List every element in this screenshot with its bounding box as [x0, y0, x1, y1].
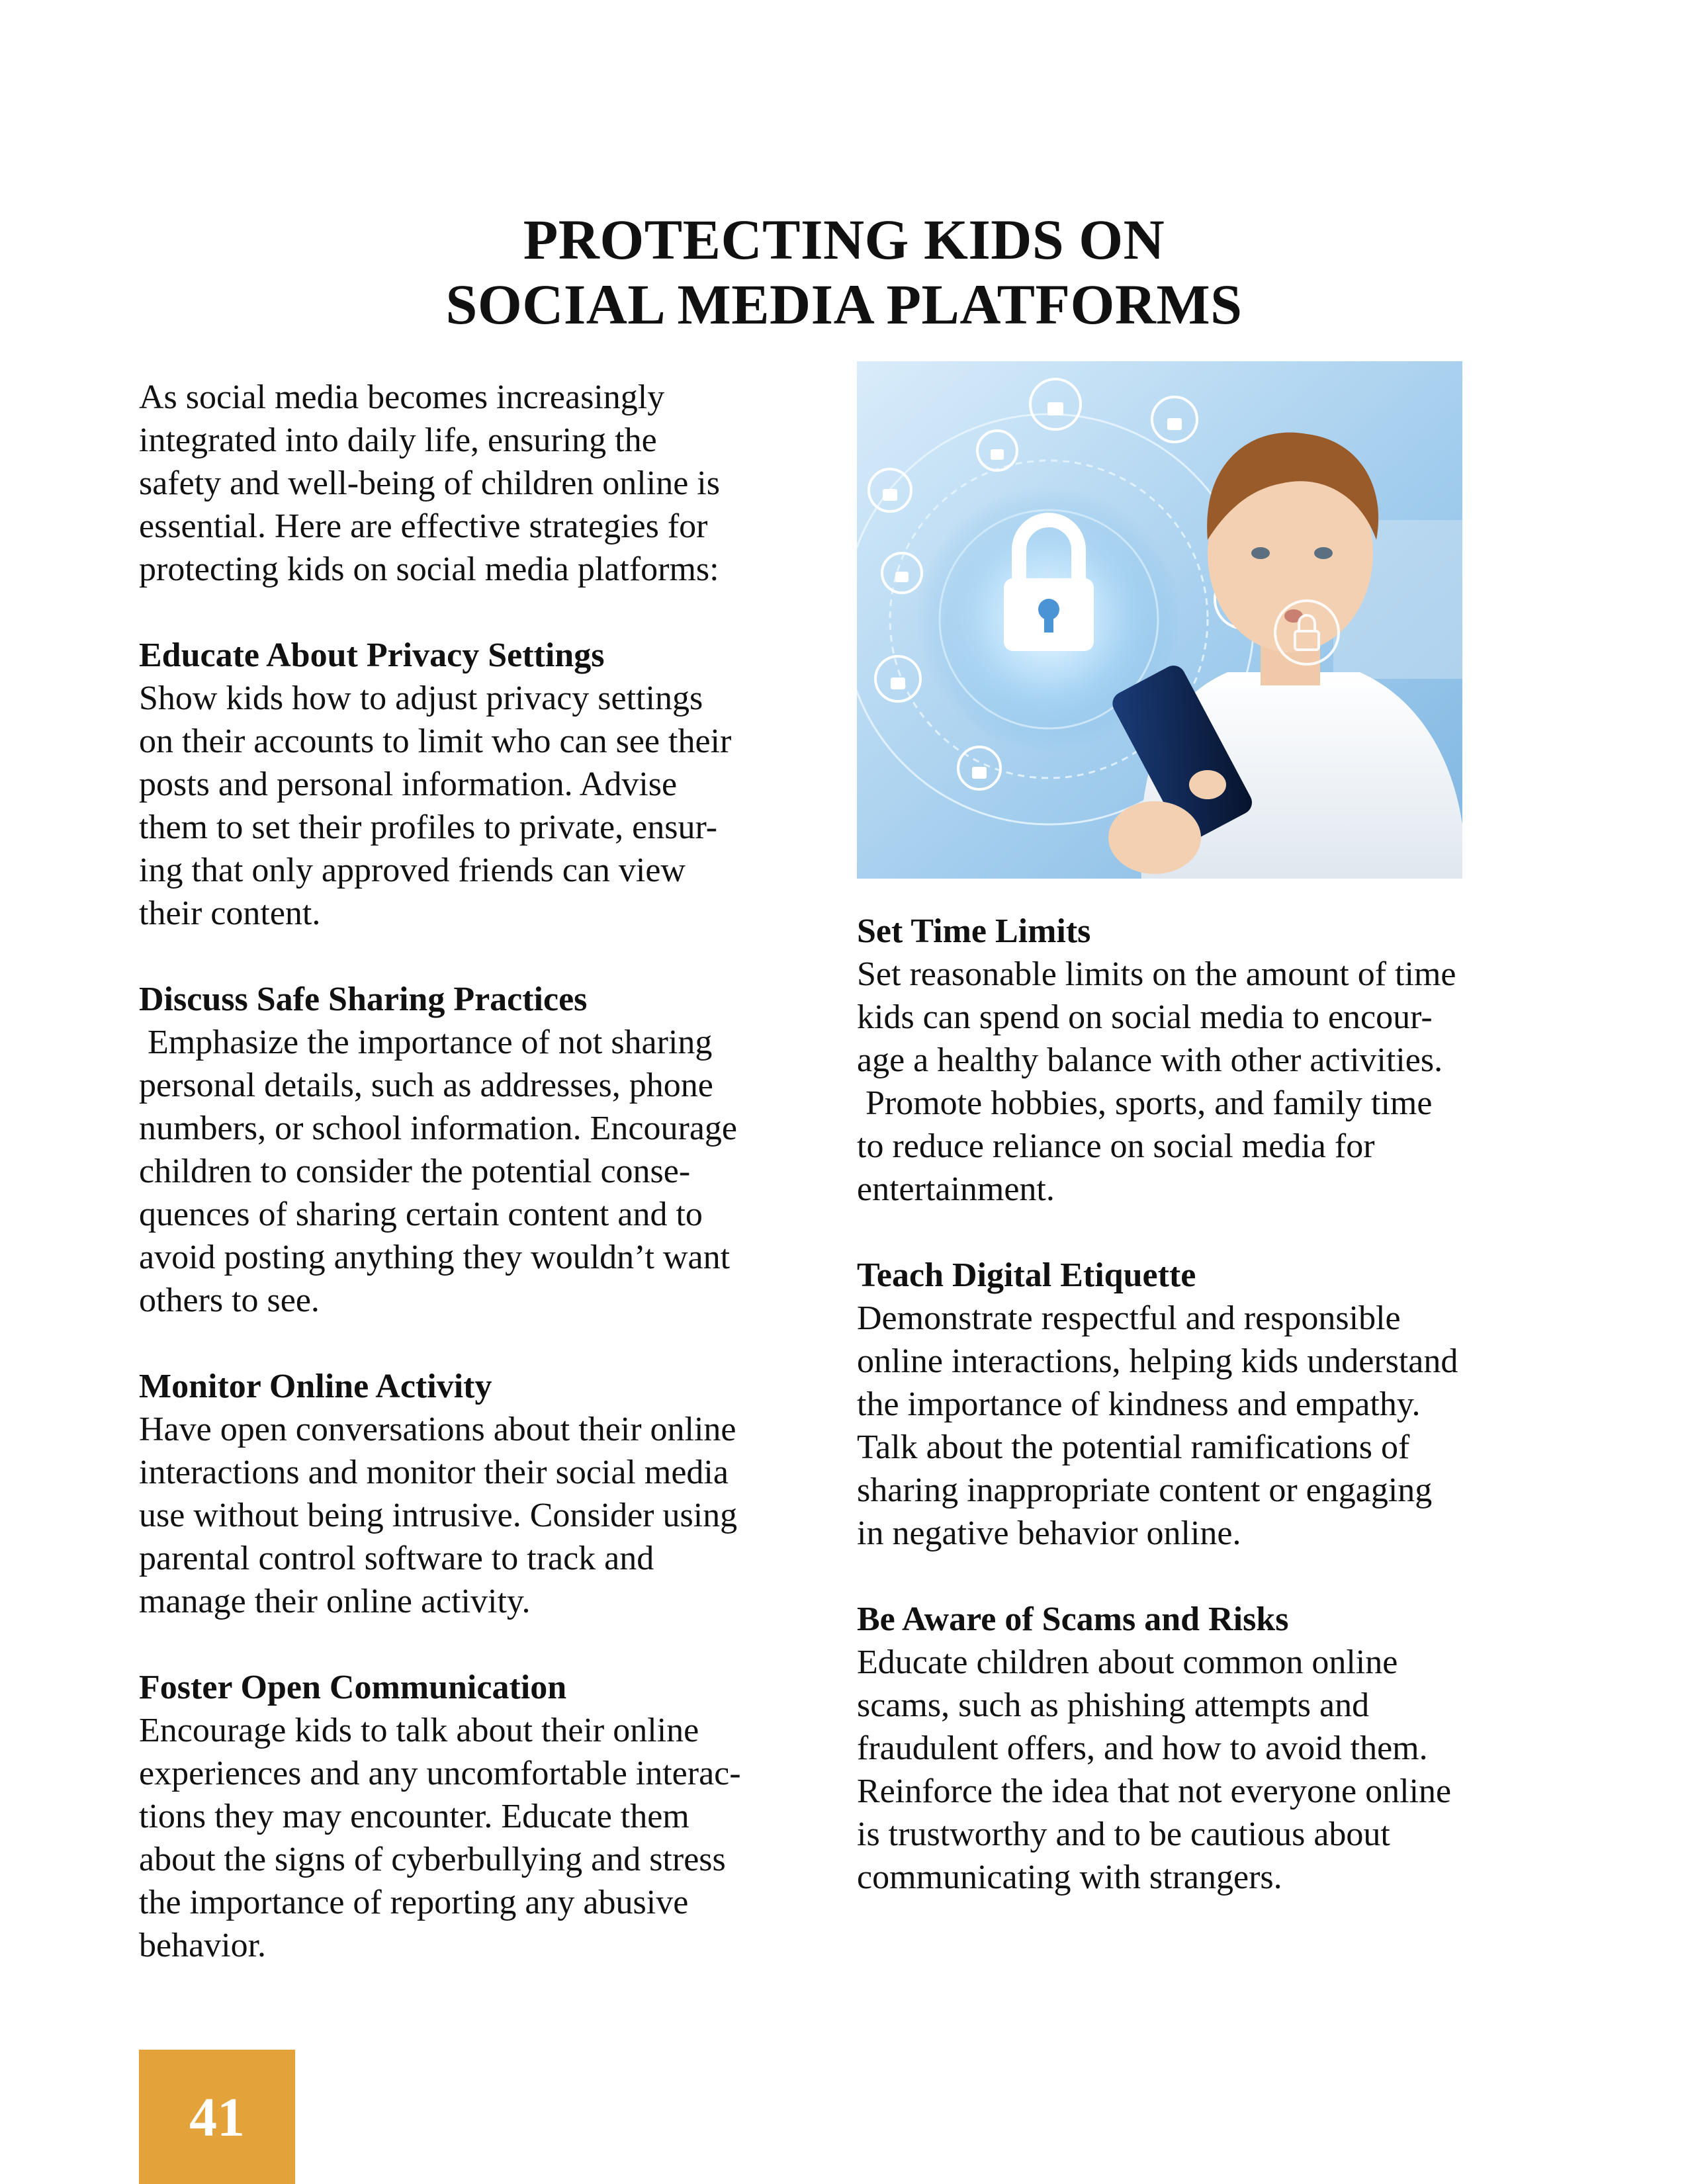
- text-line: Demonstrate respectful and responsible: [857, 1299, 1401, 1337]
- text-line: about the signs of cyberbullying and stress: [139, 1841, 726, 1878]
- section-body: [139, 677, 774, 935]
- text-line: tions they may encounter. Educate them: [139, 1798, 689, 1835]
- text-line: sharing inappropriate content or engaging: [857, 1471, 1433, 1509]
- text-line: Encourage kids to talk about their online: [139, 1712, 699, 1749]
- text-line: numbers, or school information. Encourage: [139, 1110, 737, 1147]
- page-number: 41: [189, 2087, 245, 2148]
- section-body: [857, 953, 1505, 1211]
- text-line: their content.: [139, 895, 321, 932]
- section-body: [139, 1408, 774, 1623]
- text-line: personal details, such as addresses, phone: [139, 1067, 713, 1104]
- text-line: manage their online activity.: [139, 1583, 531, 1620]
- photo-illustration: [857, 361, 1462, 879]
- title-line-2: SOCIAL MEDIA PLATFORMS: [445, 272, 1243, 336]
- section-time-limits: [857, 910, 1505, 1211]
- section-heading: Monitor Online Activity: [139, 1368, 492, 1405]
- text-line: to reduce reliance on social media for: [857, 1127, 1375, 1165]
- page-title: [0, 207, 1688, 337]
- text-line: experiences and any uncomfortable interac-: [139, 1755, 741, 1792]
- text-line: fraudulent offers, and how to avoid them.: [857, 1729, 1428, 1767]
- text-line: avoid posting anything they wouldn’t want: [139, 1239, 731, 1276]
- text-line: Show kids how to adjust privacy settings: [139, 679, 703, 717]
- section-heading: Educate About Privacy Settings: [139, 636, 605, 674]
- text-line: Talk about the potential ramifications of: [857, 1428, 1410, 1466]
- text-line: As social media becomes increasingly: [139, 378, 665, 416]
- section-monitor-activity: [139, 1365, 774, 1623]
- text-line: communicating with strangers.: [857, 1858, 1282, 1896]
- intro-paragraph: [139, 376, 774, 591]
- section-digital-etiquette: [857, 1254, 1505, 1555]
- text-line: Set reasonable limits on the amount of time: [857, 955, 1456, 993]
- section-heading: Be Aware of Scams and Risks: [857, 1600, 1289, 1638]
- text-line: quences of sharing certain content and to: [139, 1196, 703, 1233]
- section-body: [139, 1021, 774, 1322]
- section-body: [857, 1297, 1505, 1555]
- text-line: integrated into daily life, ensuring the: [139, 421, 657, 459]
- text-line: posts and personal information. Advise: [139, 765, 678, 803]
- text-line: safety and well-being of children online is: [139, 464, 720, 502]
- text-line: in negative behavior online.: [857, 1514, 1241, 1552]
- section-heading: Discuss Safe Sharing Practices: [139, 981, 588, 1018]
- text-line: Reinforce the idea that not everyone online: [857, 1772, 1452, 1810]
- text-line: kids can spend on social media to encour-: [857, 998, 1433, 1036]
- text-line: Emphasize the importance of not sharing: [139, 1024, 713, 1061]
- text-line: behavior.: [139, 1927, 267, 1964]
- section-heading: Set Time Limits: [857, 912, 1091, 950]
- page-number-box: [139, 2050, 295, 2184]
- section-body: [857, 1641, 1505, 1899]
- text-line: children to consider the potential conse-: [139, 1153, 691, 1190]
- section-scams-risks: [857, 1598, 1505, 1899]
- text-line: protecting kids on social media platforms:: [139, 550, 719, 588]
- text-line: ing that only approved friends can view: [139, 852, 686, 889]
- section-privacy-settings: [139, 634, 774, 935]
- text-line: essential. Here are effective strategies for: [139, 507, 708, 545]
- child-with-phone-photo: [857, 361, 1462, 879]
- text-line: on their accounts to limit who can see their: [139, 722, 732, 760]
- section-body: [139, 1709, 774, 1967]
- text-line: scams, such as phishing attempts and: [857, 1686, 1370, 1724]
- text-line: them to set their profiles to private, ensur-: [139, 808, 718, 846]
- text-line: others to see.: [139, 1282, 320, 1319]
- text-line: age a healthy balance with other activities.: [857, 1041, 1443, 1079]
- text-line: the importance of reporting any abusive: [139, 1884, 689, 1921]
- section-heading: Teach Digital Etiquette: [857, 1256, 1196, 1294]
- text-line: the importance of kindness and empathy.: [857, 1385, 1421, 1423]
- section-heading: Foster Open Communication: [139, 1669, 567, 1706]
- text-line: parental control software to track and: [139, 1540, 654, 1577]
- title-line-1: PROTECTING KIDS ON: [523, 207, 1165, 271]
- text-line: use without being intrusive. Consider using: [139, 1497, 738, 1534]
- right-column: [857, 910, 1505, 1899]
- section-safe-sharing: [139, 978, 774, 1322]
- text-line: Educate children about common online: [857, 1643, 1398, 1681]
- text-line: is trustworthy and to be cautious about: [857, 1815, 1390, 1853]
- text-line: Have open conversations about their online: [139, 1411, 736, 1448]
- text-line: online interactions, helping kids understand: [857, 1342, 1458, 1380]
- left-column: [139, 376, 774, 1967]
- text-line: interactions and monitor their social media: [139, 1454, 729, 1491]
- text-line: Promote hobbies, sports, and family time: [857, 1084, 1433, 1122]
- text-line: entertainment.: [857, 1170, 1055, 1208]
- section-open-communication: [139, 1666, 774, 1967]
